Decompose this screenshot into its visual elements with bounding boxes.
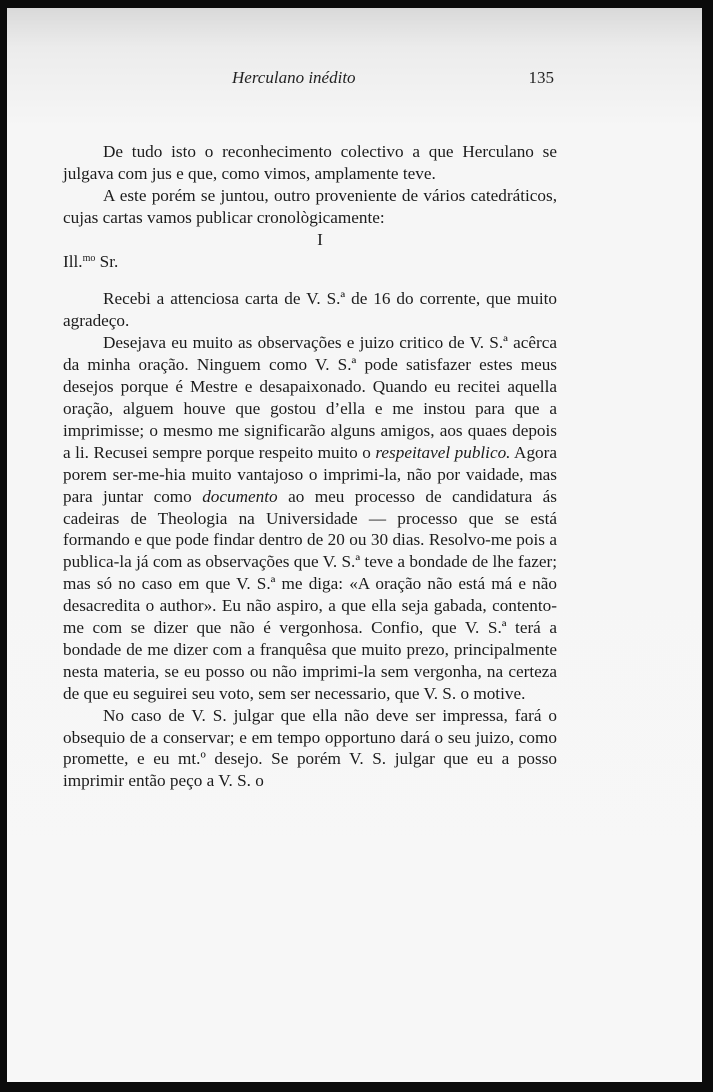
body-text — [63, 141, 557, 792]
letter-salutation — [63, 251, 557, 273]
letter-paragraph-1: Recebi a attenciosa carta de V. S.ª de 16 do corrente, que muito agradeço. — [63, 289, 557, 331]
letter-p2-part-b: Agora porem ser-me-hia muito vantajoso o imprimi-la, não por vaidade, mas para juntar como — [63, 442, 557, 506]
intro-paragraph-2: A este porém se juntou, outro proveniente de vários catedráticos, cujas cartas vamos publicar cronològicamente: — [63, 185, 557, 227]
book-page — [7, 8, 702, 1082]
salutation-end: Sr. — [95, 251, 119, 271]
letter-paragraph-3: No caso de V. S. julgar que ella não deve ser impressa, fará o obsequio de a conservar; e em tempo opportuno dará o seu juizo, como promette, e eu mt.º desejo. Se porém V. S. julgar que eu a posso imprimir então peço a V. S. o — [63, 705, 557, 791]
letter-number: I — [317, 229, 323, 249]
letter-p2-italic-2: documento — [202, 486, 278, 506]
page-header — [7, 66, 702, 94]
running-title: Herculano inédito — [232, 68, 356, 87]
letter-paragraph-2 — [63, 332, 557, 704]
letter-p2-italic-1: respeitavel publico. — [375, 442, 511, 462]
salutation-main: Ill. — [63, 251, 83, 271]
letter-p2-part-a: Desejava eu muito as observações e juizo critico de V. S.ª acêrca da minha oração. Ninguem como V. S.ª pode satisfazer estes meus desejos porque é Mestre e desapaixonado. Quando eu recitei aquella oração, alguem houve que gostou d’ella e me instou para que a imprimisse; o mesmo me significarão alguns amigos, aos quaes depois a li. Recusei sempre porque respeito muito o — [63, 333, 557, 462]
intro-paragraph-1: De tudo isto o reconhecimento colectivo a que Herculano se julgava com jus e que, como vimos, amplamente teve. — [63, 142, 557, 183]
salutation-superscript: mo — [82, 252, 96, 264]
letter-p2-part-c: ao meu processo de candidatura ás cadeiras de Theologia na Universidade — processo que se está formando e que pode findar dentro de 20 ou 30 dias. Resolvo-me pois a publica-la já com as observações que V. S.ª teve a bondade de lhe fazer; mas só no caso em que V. S.ª me diga: «A oração não está má e não desacredita o author». Eu não aspiro, a que ella seja gabada, contento-me com se dizer que não é vergonhosa. Confio, que V. S.ª terá a bondade de me dizer com a franquêsa que muito prezo, principalmente nesta materia, se eu posso ou não imprimi-la sem vergonha, na certeza de que eu seguirei seu voto, sem ser necessario, que V. S. o motive. — [63, 486, 557, 703]
page-number: 135 — [528, 68, 554, 87]
